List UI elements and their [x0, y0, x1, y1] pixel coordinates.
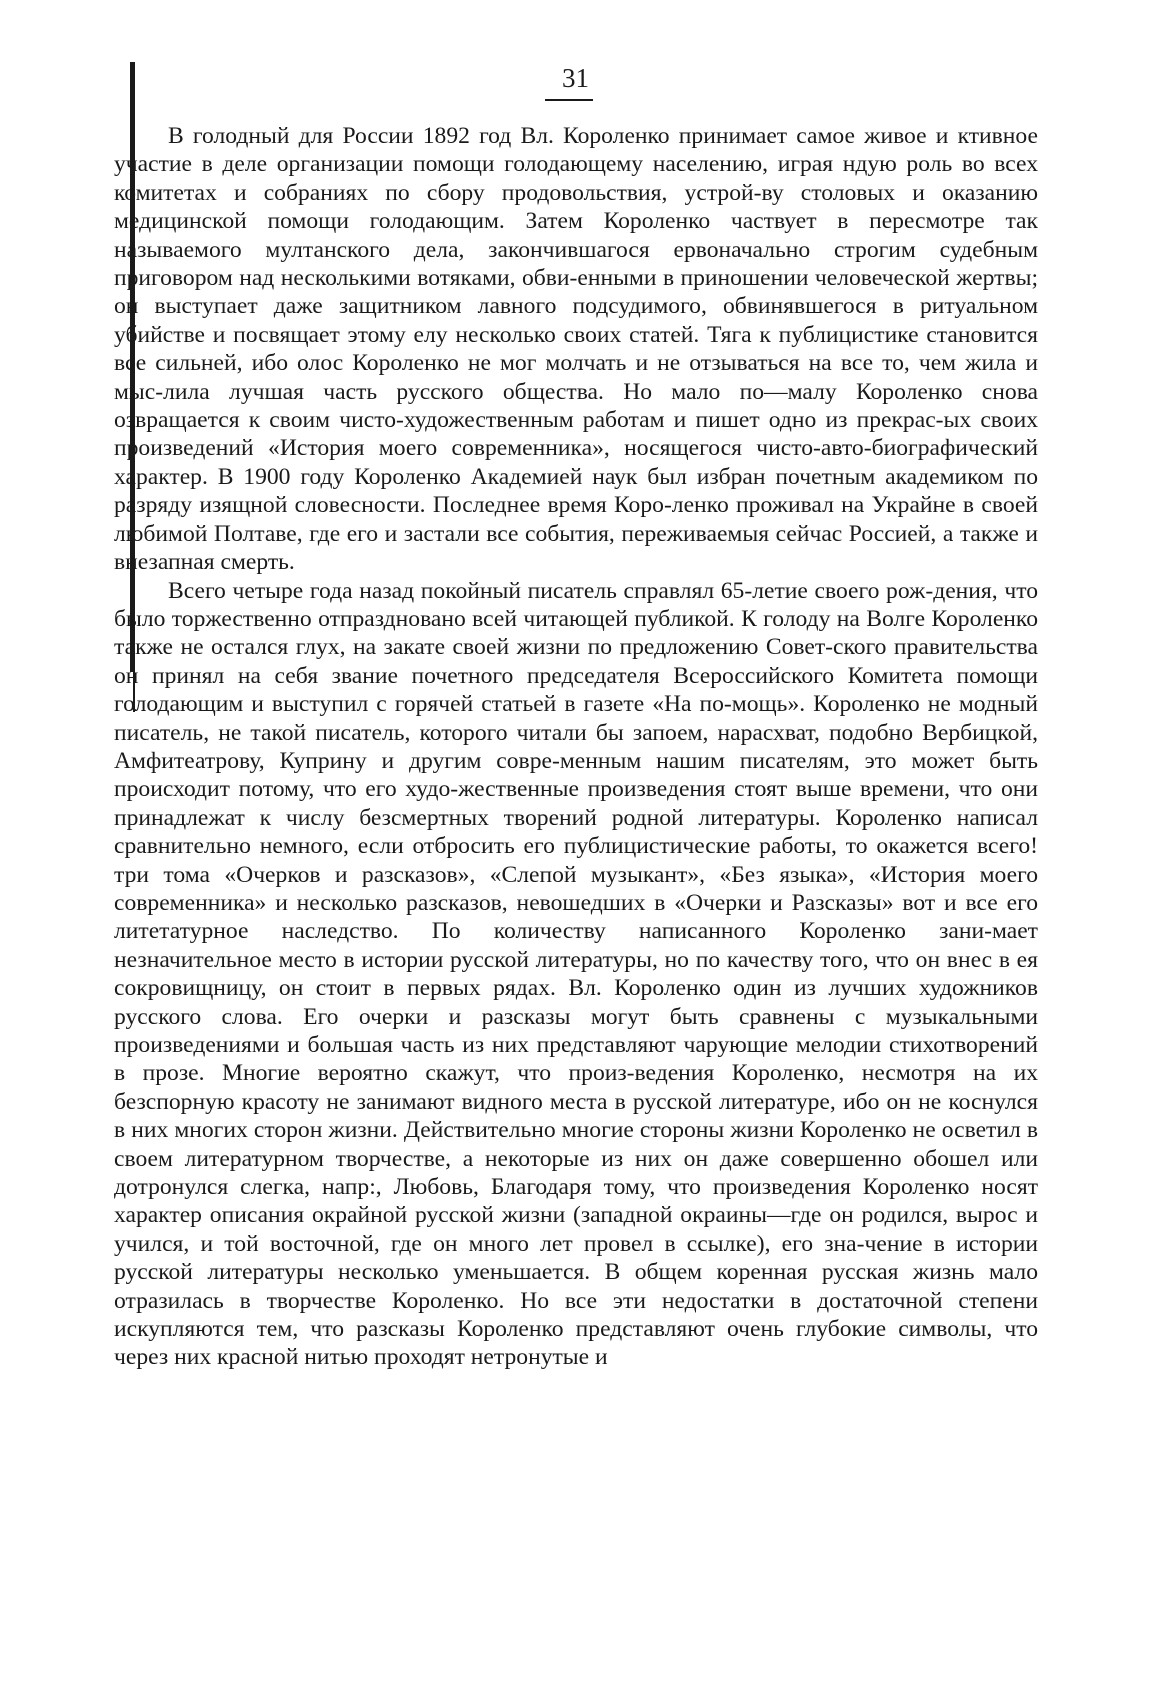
- paragraph-1: В голодный для России 1892 год Вл. Короленко принимает самое живое и ктивное участие в деле организации помощи голодающему населению, играя ндую роль во всех комитетах и собраниях по сбору продовольствия, устрой-ву столовых и оказанию медицинской помощи голодающим. Затем Короленко частвует в пересмотре так называемого мултанского дела, закончившагося ервоначально строгим судебным приговором над несколькими вотяками, обви-енными в приношении человеческой жертвы; он выступает даже защитником лавного подсудимого, обвинявшегося в ритуальном убийстве и посвящает этому елу несколько своих статей. Тяга к публицистике становится все сильней, ибо олос Короленко не мог молчать и не отзываться на все то, чем жила и мыс-лила лучшая часть русского общества. Но мало по—малу Короленко снова озвращается к своим чисто-художественным работам и пишет одно из прекрас-ых своих произведений «История моего современника», носящегося чисто-авто-биографический характер. В 1900 году Короленко Академией наук был избран почетным академиком по разряду изящной словесности. Последнее время Коро-ленко проживал на Украйне в своей любимой Полтаве, где его и застали все события, переживаемыя сейчас Россией, а также и внезапная смерть.: [114, 123, 1038, 576]
- page-number: 31: [562, 63, 589, 93]
- page-number-underline: [545, 99, 593, 101]
- body-text: [114, 122, 1038, 1372]
- paragraph-2: Всего четыре года назад покойный писатель справлял 65-летие своего рож-дения, что было торжественно отпраздновано всей читающей публикой. К голоду на Волге Короленко также не остался глух, на закате своей жизни по предложению Совет-ского правительства он принял на себя звание почетного председателя Всероссийского Комитета помощи голодающим и выступил с горячей статьей в газете «На по-мощь». Короленко не модный писатель, не такой писатель, которого читали бы запоем, нарасхват, подобно Вербицкой, Амфитеатрову, Куприну и другим совре-менным нашим писателям, это может быть происходит потому, что его худо-жественные произведения стоят выше времени, что они принадлежат к числу безсмертных творений родной литературы. Короленко написал сравнительно немного, если отбросить его публицистические работы, то окажется всего! три тома «Очерков и разсказов», «Слепой музыкант», «Без языка», «История моего современника» и несколько разсказов, невошедших в «Очерки и Разсказы» вот и все его литетатурное наследство. По количеству написанного Короленко зани-мает незначительное место в истории русской литературы, но по качеству того, что он внес в ея сокровищницу, он стоит в первых рядах. Вл. Короленко один из лучших художников русского слова. Его очерки и разсказы могут быть сравнены с музыкальными произведениями и большая часть из них представляют чарующие мелодии стихотворений в прозе. Многие вероятно скажут, что произ-ведения Короленко, несмотря на их безспорную красоту не занимают видного места в русской литературе, ибо он не коснулся в них многих сторон жизни. Действительно многие стороны жизни Короленко не осветил в своем литературном творчестве, а некоторые из них он даже совершенно обошел или дотронулся слегка, напр:, Любовь, Благодаря тому, что произведения Короленко носят характер описания окрайной русской жизни (западной окраины—где он родился, вырос и учился, и той восточной, где он много лет провел в ссылке), его зна-чение в истории русской литературы несколько уменьшается. В общем коренная русская жизнь мало отразилась в творчестве Короленко. Но все эти недостатки в достаточной степени искупляются тем, что разсказы Короленко представляют очень глубокие символы, что через них красной нитью проходят нетронутые и: [114, 577, 1038, 1371]
